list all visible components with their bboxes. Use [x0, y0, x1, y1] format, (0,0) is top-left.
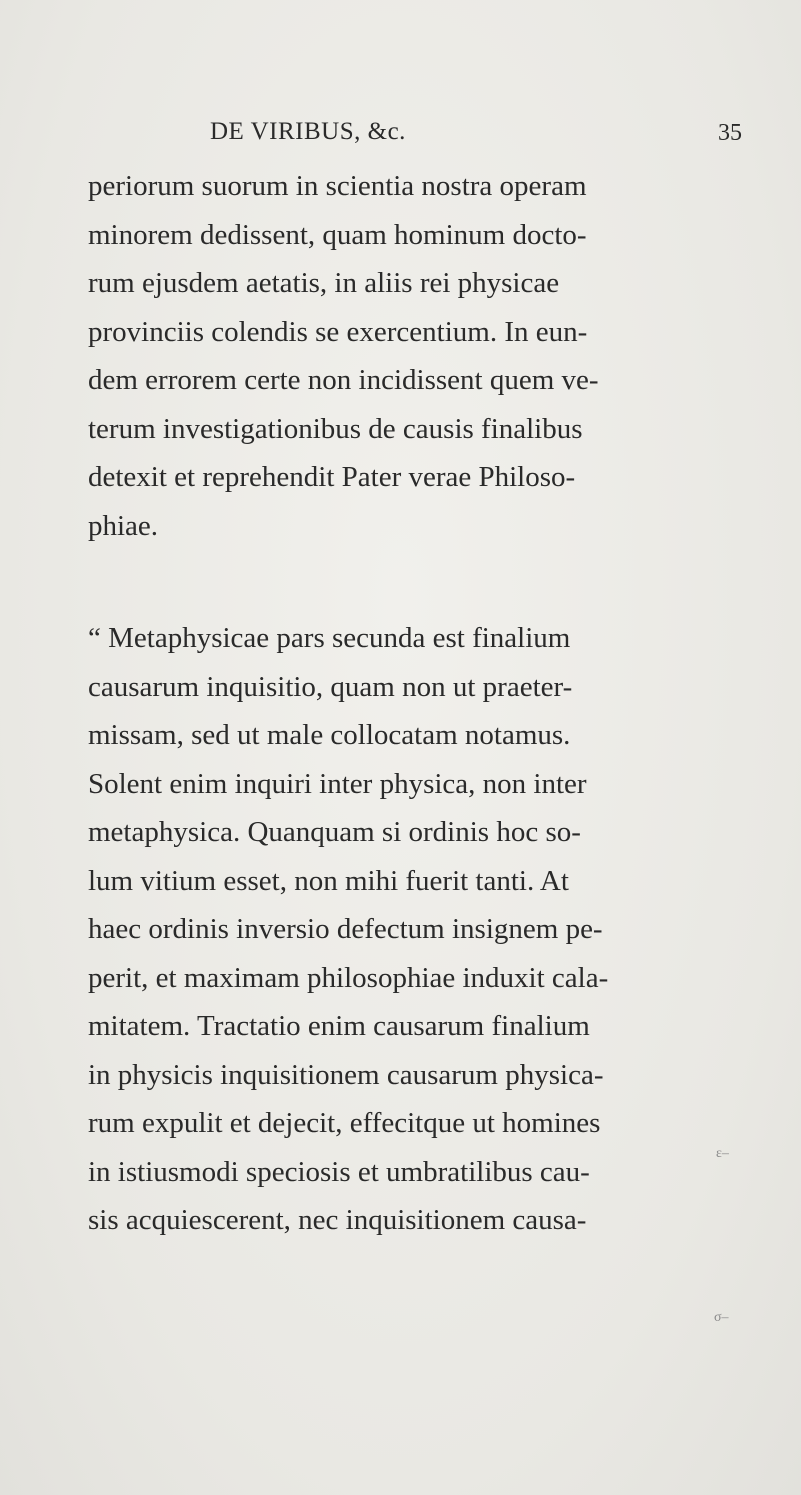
text-line: dem errorem certe non incidissent quem ve- [88, 364, 599, 396]
page-number: 35 [718, 120, 742, 146]
text-line: in physicis inquisitionem causarum physica- [88, 1058, 604, 1091]
text-line: Solent enim inquiri inter physica, non inter [88, 767, 587, 800]
paragraph-2-quotation [88, 614, 688, 1245]
text-line: metaphysica. Quanquam si ordinis hoc so- [88, 816, 581, 848]
text-line: periorum suorum in scientia nostra operam [88, 170, 587, 202]
text-line: provinciis colendis se exercentium. In eun- [88, 315, 588, 348]
text-line: sis acquiescerent, nec inquisitionem causa- [88, 1204, 587, 1236]
text-line: haec ordinis inversio defectum insignem pe- [88, 913, 603, 945]
text-line: phiae. [88, 509, 159, 542]
text-line: rum ejusdem aetatis, in aliis rei physicae [88, 267, 560, 299]
running-header [0, 118, 801, 158]
text-line: terum investigationibus de causis finalibus [88, 412, 583, 445]
text-line: perit, et maximam philosophiae induxit cala- [88, 961, 609, 994]
margin-annotation: ε– [716, 1146, 729, 1161]
margin-annotation: σ– [714, 1310, 729, 1325]
paragraph-1 [88, 162, 688, 550]
running-title: DE VIRIBUS, &c. [210, 118, 406, 145]
text-line: missam, sed ut male collocatam notamus. [88, 719, 571, 751]
text-line: minorem dedissent, quam hominum docto- [88, 218, 587, 251]
text-line: rum expulit et dejecit, effecitque ut homines [88, 1107, 601, 1139]
text-line: detexit et reprehendit Pater verae Philoso- [88, 461, 576, 493]
text-line: causarum inquisitio, quam non ut praeter- [88, 670, 573, 703]
text-line: in istiusmodi speciosis et umbratilibus cau- [88, 1155, 590, 1188]
text-line: lum vitium esset, non mihi fuerit tanti. At [88, 864, 569, 897]
text-line: “ Metaphysicae pars secunda est finalium [88, 622, 571, 654]
text-line: mitatem. Tractatio enim causarum finalium [88, 1010, 590, 1042]
